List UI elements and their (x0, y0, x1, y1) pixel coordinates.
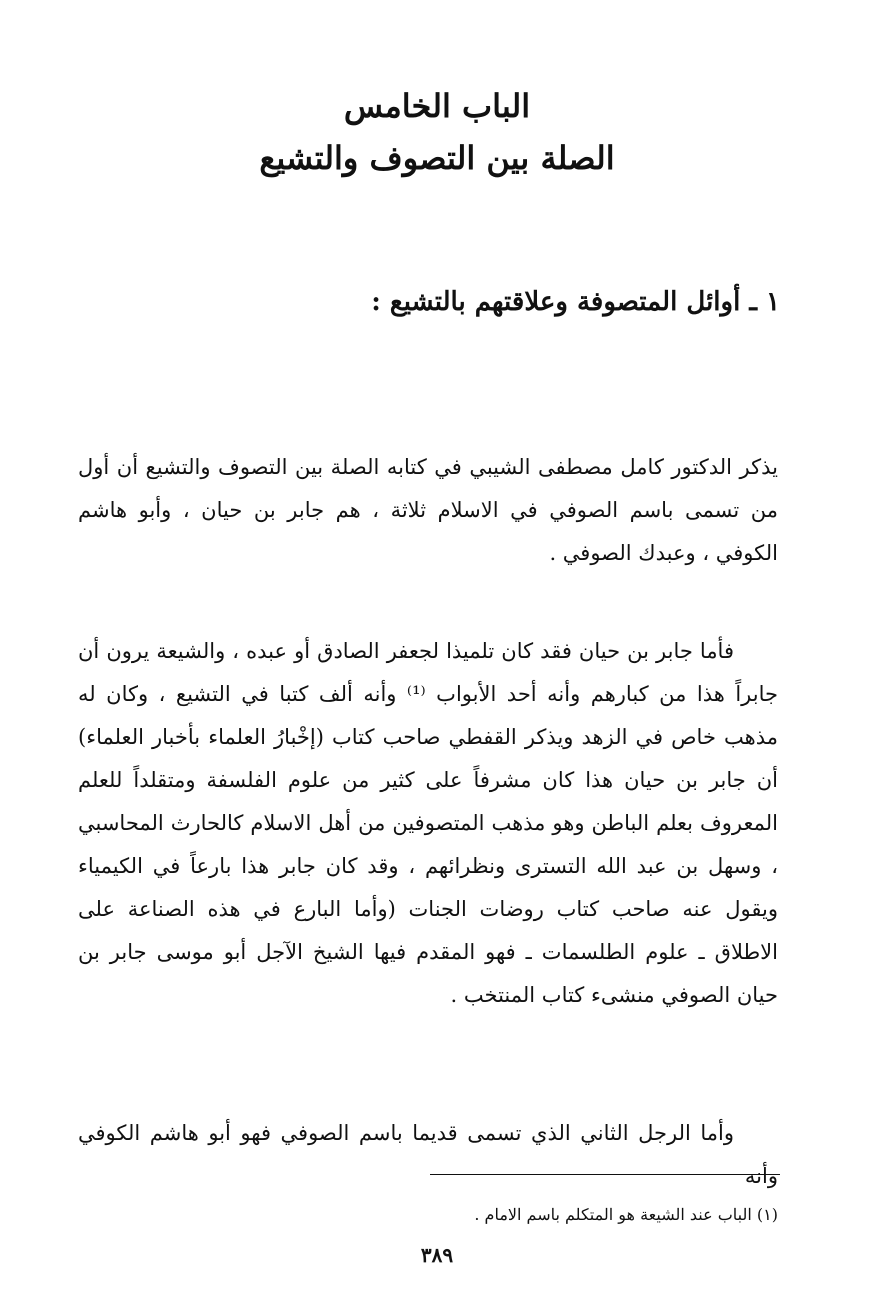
paragraph-abu-hashim: وأما الرجل الثاني الذي تسمى قديما باسم الصوفي فهو أبو هاشم الكوفي وأنه (78, 1121, 778, 1188)
page-number: ٣٨٩ (420, 1243, 454, 1267)
chapter-title: الباب الخامس (343, 87, 531, 125)
footnote: (١) الباب عند الشيعة هو المتكلم باسم الامام . (474, 1205, 778, 1224)
chapter-subtitle: الصلة بين التصوف والتشيع (259, 139, 615, 177)
paragraph-jabir: فأما جابر بن حيان فقد كان تلميذا لجعفر الصادق أو عبده ، والشيعة يرون أن جابراً هذا من كبارهم وأنه أحد الأبواب ⁽¹⁾ وأنه ألف كتبا في التشيع ، وكان له مذهب خاص في الزهد ويذكر القفطي صاحب كتاب (إخْبارُ العلماء بأخبار العلماء) أن جابر بن حيان هذا كان مشرفاً على كثير من علوم الفلسفة ومتقلداً للعلم المعروف بعلم الباطن وهو مذهب المتصوفين من أهل الاسلام كالحارث المحاسبي ، وسهل بن عبد الله التسترى ونظرائهم ، وقد كان جابر هذا بارعاً في الكيمياء ويقول عنه صاحب كتاب روضات الجنات (وأما البارع في هذه الصناعة على الاطلاق ـ علوم الطلسمات ـ فهو المقدم فيها الشيخ الآجل أبو موسى جابر بن حيان الصوفي منشىء كتاب المنتخب . (78, 639, 778, 1007)
paragraph-intro: يذكر الدكتور كامل مصطفى الشيبي في كتابه الصلة بين التصوف والتشيع أن أول من تسمى باسم الصوفي في الاسلام ثلاثة ، هم جابر بن حيان ، وأبو هاشم الكوفي ، وعبدك الصوفي . (78, 455, 778, 565)
section-heading: ١ ـ أوائل المتصوفة وعلاقتهم بالتشيع : (371, 287, 780, 317)
footnote-divider (430, 1174, 780, 1175)
